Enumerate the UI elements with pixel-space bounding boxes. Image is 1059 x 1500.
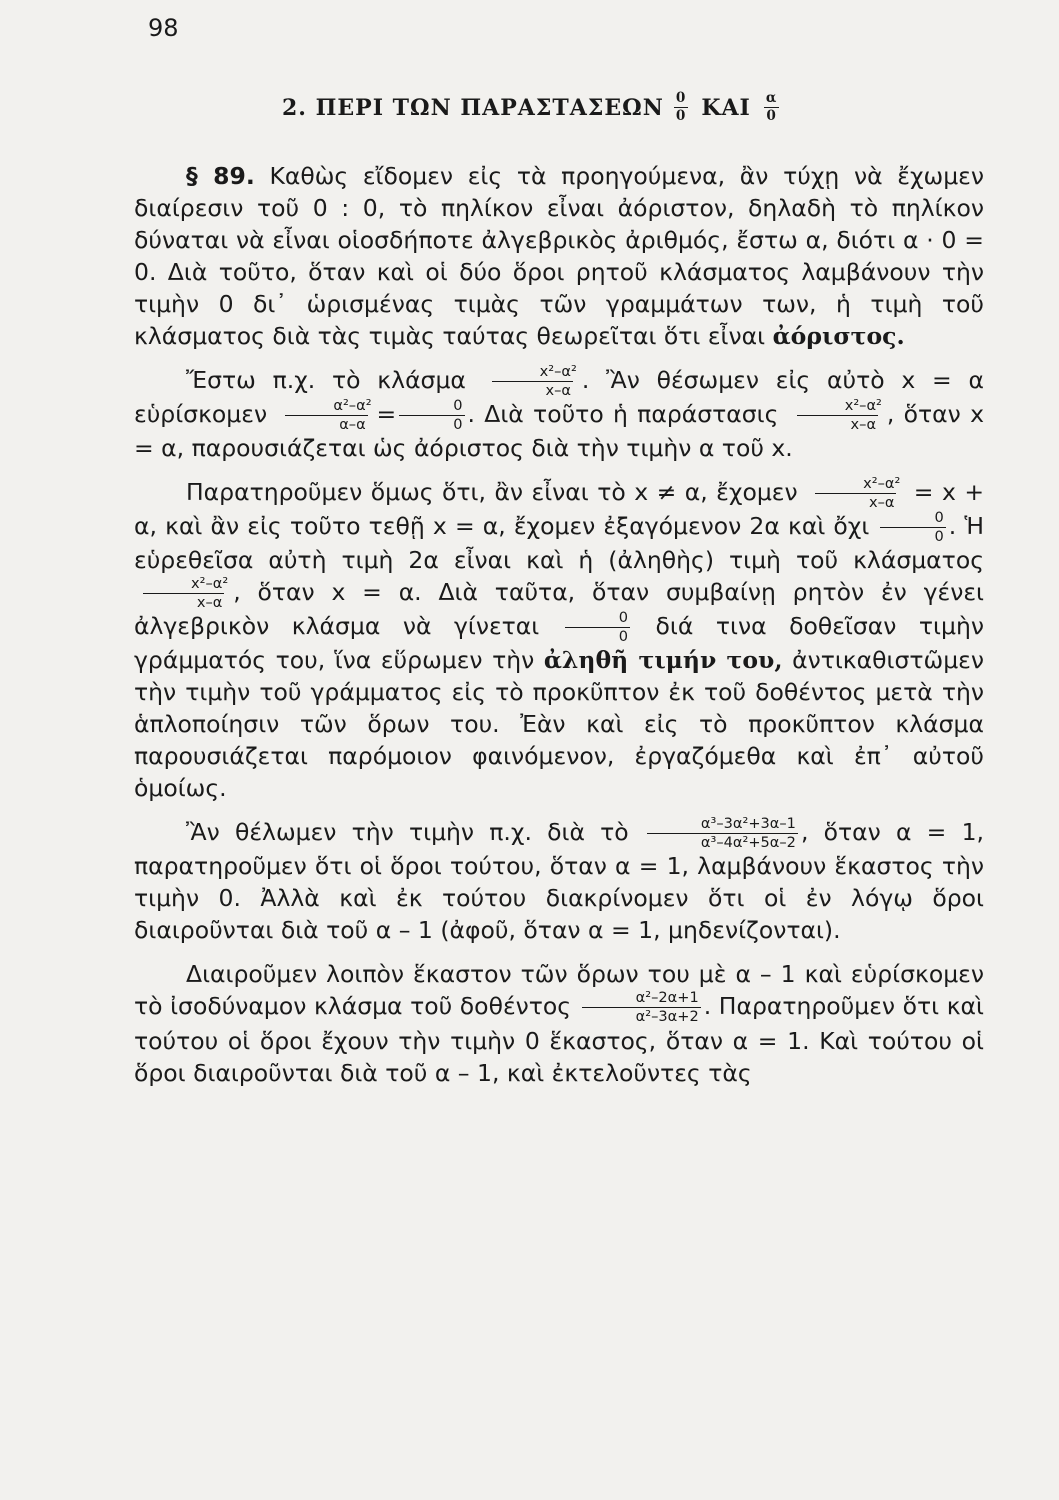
bold-term: ἀόριστος. [772, 322, 905, 350]
fraction: $\frac{0}{0}$ [399, 399, 464, 432]
fraction: $\frac{\text{α²–2α+1}}{\text{α²–3α+2}}$ [582, 991, 701, 1024]
fraction: $\frac{\text{x²–α²}}{x-\alpha}$ [486, 365, 579, 398]
paragraph-3: Παρατηροῦμεν ὅμως ὅτι, ἂν εἶναι τὸ x ≠ α, ἔχομεν $\frac{\text{x²–α²}}{x-\alpha}$ = x + α, καὶ ἂν εἰς τοῦτο τεθῇ x = α, ἔχομεν ἐξαγόμενον 2α καὶ ὄχι $\frac{0}{0}$ . Ἡ εὑρεθεῖσα αὐτὴ τιμὴ 2α εἶναι καὶ ἡ (ἀληθὴς) τιμὴ τοῦ κλάσματος $\frac{\text{x²–α²}}{x-\alpha}$ , ὅταν x = α. Διὰ ταῦτα, ὅταν συμβαίνῃ ρητὸν ἐν γένει ἀλγεβρικὸν κλάσμα νὰ γίνεται $\frac{0}{0}$ διά τινα δοθεῖσαν τιμὴν γράμματός του, ἵνα εὕρωμεν τὴν ἀληθῆ τιμήν του, ἀντικαθιστῶμεν τὴν τιμὴν τοῦ γράμματος εἰς τὸ προκῦπτον ἐκ τοῦ δοθέντος μετὰ τὴν ἁπλοποίησιν τῶν ὅρων του. Ἐὰν καὶ εἰς τὸ προκῦπτον κλάσμα παρουσιάζεται παρόμοιον φαινόμενον, ἐργαζόμεθα καὶ ἐπ᾽ αὐτοῦ ὁμοίως. [134, 475, 985, 803]
bold-term: ἀληθῆ τιμήν του, [543, 646, 783, 675]
paragraph-2: Ἔστω π.χ. τὸ κλάσμα $\frac{\text{x²–α²}}{x-\alpha}$ . Ἂν θέσωμεν εἰς αὐτὸ x = α εὑρίσκομεν $\frac{\text{α²–α²}}{\alpha-\alpha}$ = $\frac{0}{0}$ . Διὰ τοῦτο ἡ παράστασις $\frac{\text{x²–α²}}{x-\alpha}$ , ὅταν x = α, παρουσιάζεται ὡς ἀόριστος διὰ τὴν τιμὴν α τοῦ x. [134, 362, 984, 463]
section-heading [282, 92, 782, 123]
fraction: $\frac{\text{x²–α²}}{x-\alpha}$ [791, 399, 884, 432]
fraction: $\frac{0}{0}$ [880, 511, 945, 544]
body-text [134, 160, 984, 1089]
fraction: $\frac{0}{0}$ [565, 611, 630, 644]
paragraph-5: Διαιροῦμεν λοιπὸν ἕκαστον τῶν ὅρων του μὲ α – 1 καὶ εὑρίσκομεν τὸ ἰσοδύναμον κλάσμα τοῦ δοθέντος $\frac{\text{α²–2α+1}}{\text{α²–3α+2}}$ . Παρατηροῦμεν ὅτι καὶ τούτου οἱ ὅροι ἔχουν τὴν τιμὴν 0 ἕκαστος, ὅταν α = 1. Καὶ τούτου οἱ ὅροι διαιροῦνται διὰ τοῦ α – 1, καὶ ἐκτελοῦντες τὰς [134, 960, 984, 1087]
heading-fraction-alpha-zero: $\frac{\alpha}{0}$ [765, 90, 778, 124]
fraction: $\frac{\text{α²–α²}}{\alpha-\alpha}$ [279, 399, 373, 432]
fraction: $\frac{\text{α³–3α²+3α–1}}{\text{α³–4α²+5α–2}}$ [647, 817, 798, 850]
fraction: $\frac{\text{x²–α²}}{x-\alpha}$ [137, 577, 230, 610]
page-number: 98 [148, 14, 179, 42]
fraction: $\frac{\text{x²–α²}}{x-\alpha}$ [809, 477, 902, 510]
paragraph-1: § 89. Καθὼς εἴδομεν εἰς τὰ προηγούμενα, ἂν τύχῃ νὰ ἔχωμεν διαίρεσιν τοῦ 0 : 0, τὸ πηλίκον εἶναι ἀόριστον, δηλαδὴ τὸ πηλίκον δύναται νὰ εἶναι οἱοσδήποτε ἀλγεβρικὸς ἀριθμός, ἔστω α, διότι α · 0 = 0. Διὰ τοῦτο, ὅταν καὶ οἱ δύο ὅροι ρητοῦ κλάσματος λαμβάνουν τὴν τιμὴν 0 δι᾽ ὡρισμένας τιμὰς τῶν γραμμάτων των, ἡ τιμὴ τοῦ κλάσματος διὰ τὰς τιμὰς ταύτας θεωρεῖται ὅτι εἶναι ἀόριστος. [134, 162, 984, 350]
section-mark: § 89. [186, 162, 255, 190]
paragraph-4: Ἂν θέλωμεν τὴν τιμὴν π.χ. διὰ τὸ $\frac{\text{α³–3α²+3α–1}}{\text{α³–4α²+5α–2}}$ , ὅταν α = 1, παρατηροῦμεν ὅτι οἱ ὅροι τούτου, ὅταν α = 1, λαμβάνουν ἕκαστος τὴν τιμὴν 0. Ἀλλὰ καὶ ἐκ τούτου διακρίνομεν ὅτι οἱ ἐν λόγῳ ὅροι διαιροῦνται διὰ τοῦ α – 1 (ἀφοῦ, ὅταν α = 1, μηδενίζονται). [134, 815, 984, 945]
heading-conj: ΚΑΙ [701, 94, 751, 121]
heading-text: 2. ΠΕΡΙ ΤΩΝ ΠΑΡΑΣΤΑΣΕΩΝ [282, 94, 664, 121]
heading-fraction-zero-zero: $\frac{0}{0}$ [675, 90, 687, 124]
